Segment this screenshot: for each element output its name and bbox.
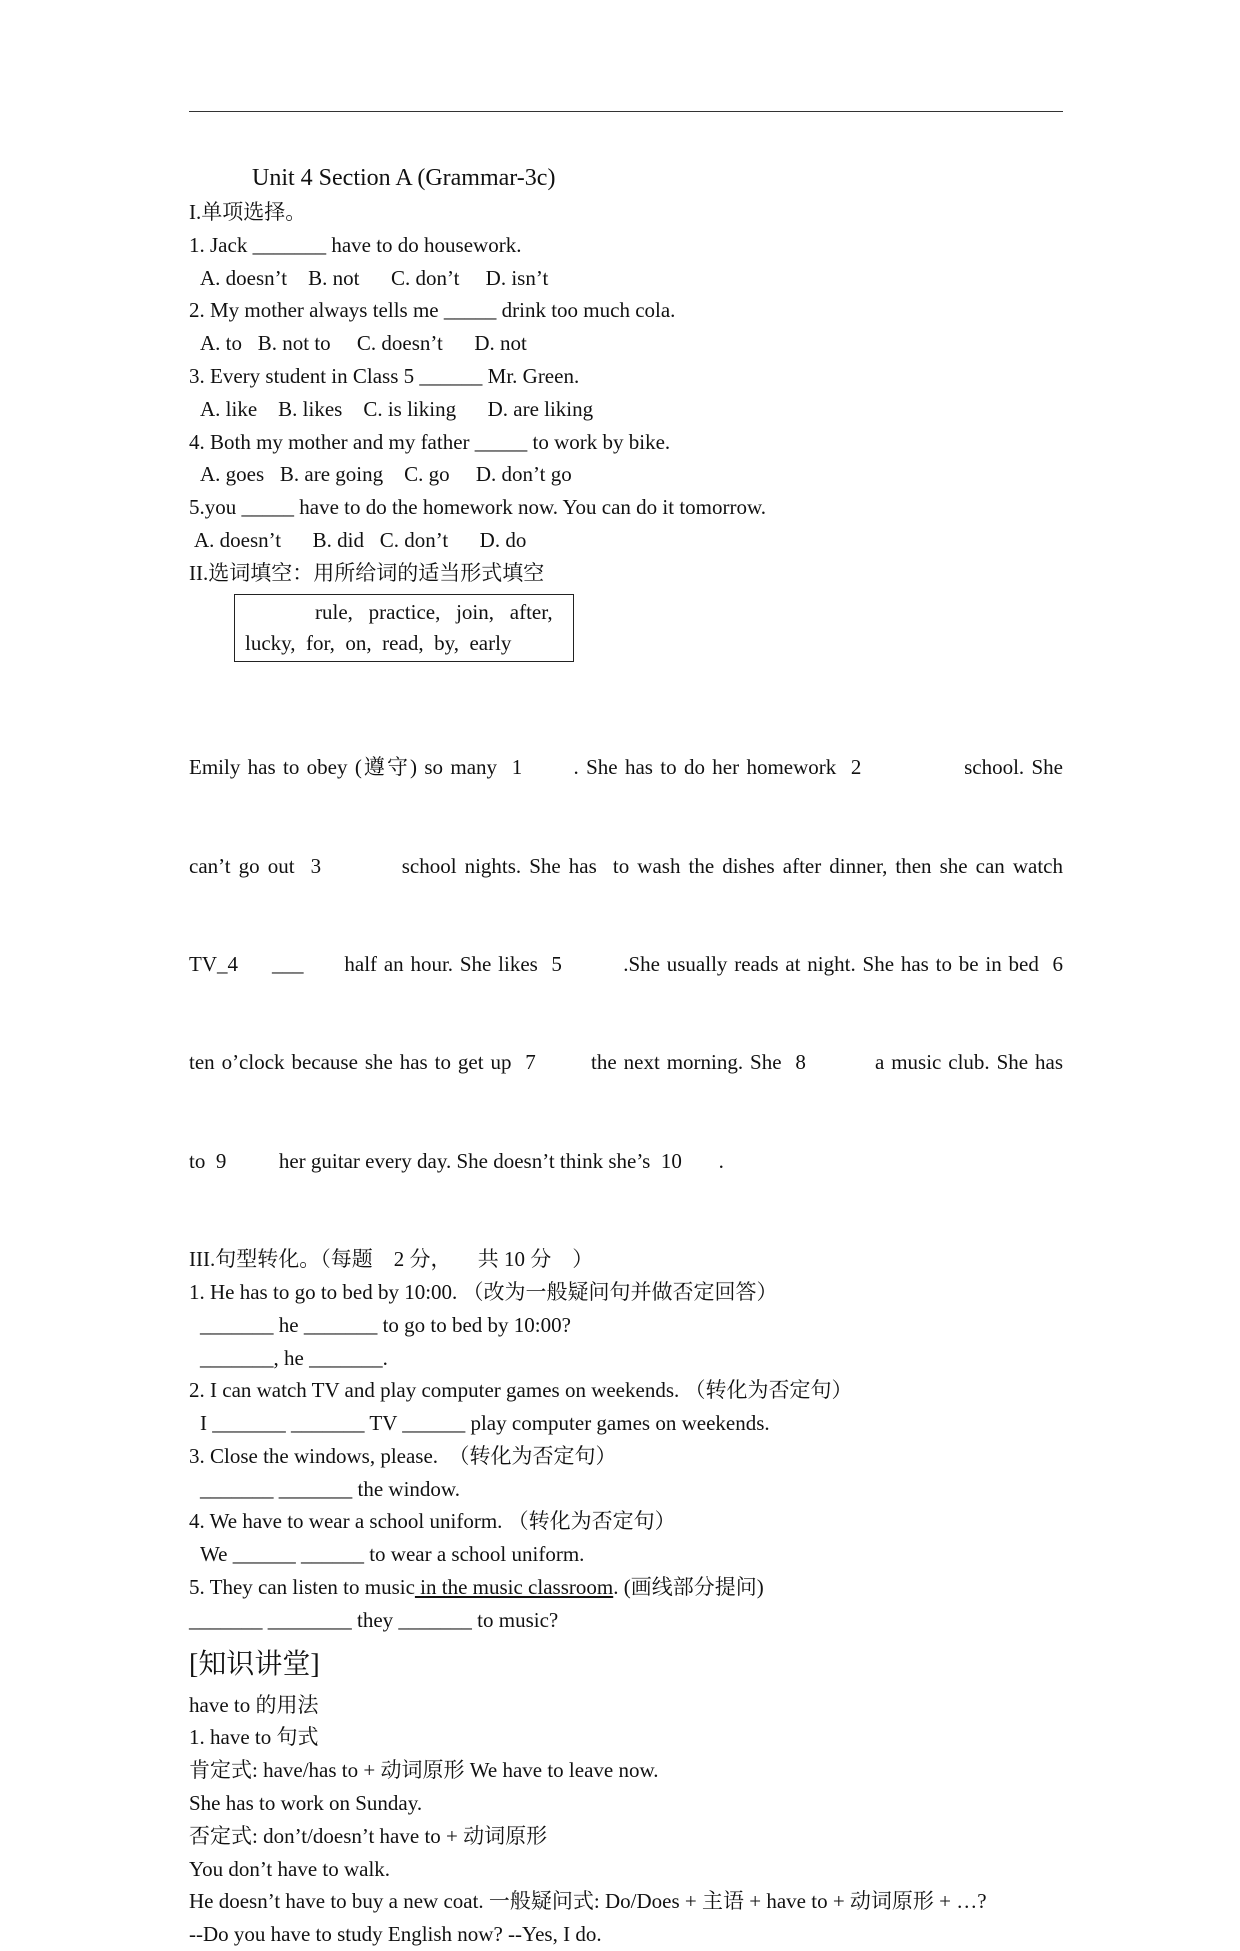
passage-line: to 9 her guitar every day. She doesn’t think she’s 10 .: [189, 1148, 724, 1173]
transform-q2: 2. I can watch TV and play computer games on weekends. （转化为否定句）: [189, 1378, 853, 1403]
knowledge-line: have to 的用法: [189, 1692, 319, 1717]
question-4-options: A. goes B. are going C. go D. don’t go: [200, 462, 572, 487]
question-2: 2. My mother always tells me _____ drink too much cola.: [189, 298, 676, 323]
passage-line: TV_4 ___ half an hour. She likes 5 .She usually reads at night. She has to be in bed 6: [189, 951, 1063, 976]
question-2-options: A. to B. not to C. doesn’t D. not: [200, 331, 527, 356]
transform-q5-pre: 5. They can listen to music: [189, 1575, 415, 1600]
transform-q5-answer: _______ ________ they _______ to music?: [189, 1607, 559, 1632]
part1-heading: I.单项选择。: [189, 200, 307, 224]
word-bank-line-2: lucky, for, on, read, by, early: [245, 630, 512, 655]
knowledge-line: --Do you have to study English now? --Yes, I do.: [189, 1922, 602, 1947]
transform-q1: 1. He has to go to bed by 10:00. （改为一般疑问句并做否定回答）: [189, 1279, 778, 1304]
transform-q5-underlined: in the music classroom: [414, 1575, 614, 1600]
part3-heading: III.句型转化。（每题 2 分， 共 10 分 ）: [189, 1247, 594, 1272]
part2-heading: II.选词填空：用所给词的适当形式填空: [189, 560, 545, 585]
question-5-options: A. doesn’t B. did C. don’t D. do: [194, 527, 527, 552]
passage-line: can’t go out 3 school nights. She has to wash the dishes after dinner, then she can watch: [189, 853, 1063, 878]
knowledge-line: You don’t have to walk.: [189, 1856, 391, 1881]
question-1-options: A. doesn’t B. not C. don’t D. isn’t: [200, 265, 549, 290]
knowledge-line: 1. have to 句式: [189, 1725, 319, 1750]
transform-q5: [189, 1571, 1063, 1604]
transform-q3: 3. Close the windows, please. （转化为否定句）: [189, 1443, 617, 1468]
transform-q4: 4. We have to wear a school uniform. （转化为否定句）: [189, 1509, 676, 1534]
passage-line: ten o’clock because she has to get up 7 the next morning. She 8 a music club. She has: [189, 1050, 1063, 1075]
transform-q3-answer: _______ _______ the window.: [200, 1476, 460, 1501]
question-3-options: A. like B. likes C. is liking D. are liking: [200, 396, 594, 421]
transform-q2-answer: I _______ _______ TV ______ play computer games on weekends.: [200, 1411, 770, 1436]
question-5: 5.you _____ have to do the homework now. You can do it tomorrow.: [189, 495, 767, 520]
worksheet-title: Unit 4 Section A (Grammar-3c): [252, 165, 556, 191]
question-4: 4. Both my mother and my father _____ to work by bike.: [189, 429, 671, 454]
transform-q1-answer-1: _______ he _______ to go to bed by 10:00?: [200, 1312, 571, 1337]
knowledge-line: He doesn’t have to buy a new coat. 一般疑问式: Do/Does + 主语 + have to + 动词原形 + …?: [189, 1889, 987, 1914]
question-3: 3. Every student in Class 5 ______ Mr. Green.: [189, 363, 580, 388]
transform-q5-post: . (画线部分提问): [613, 1575, 764, 1600]
transform-q4-answer: We ______ ______ to wear a school uniform.: [200, 1542, 585, 1567]
header-rule: [189, 111, 1063, 112]
knowledge-line: She has to work on Sunday.: [189, 1791, 423, 1816]
knowledge-line: 否定式: don’t/doesn’t have to + 动词原形: [189, 1823, 548, 1848]
passage-line: Emily has to obey (遵守) so many 1 . She has to do her homework 2 school. She: [189, 755, 1063, 780]
transform-q1-answer-2: _______, he _______.: [200, 1345, 388, 1370]
cloze-passage: [189, 686, 1063, 1244]
knowledge-heading: [知识讲堂]: [189, 1648, 320, 1680]
word-bank-box: [234, 594, 574, 662]
worksheet-content: [189, 160, 1063, 1951]
knowledge-line: 肯定式: have/has to + 动词原形 We have to leave now.: [189, 1758, 659, 1783]
question-1: 1. Jack _______ have to do housework.: [189, 232, 522, 257]
word-bank-line-1: rule, practice, join, after,: [315, 599, 553, 624]
